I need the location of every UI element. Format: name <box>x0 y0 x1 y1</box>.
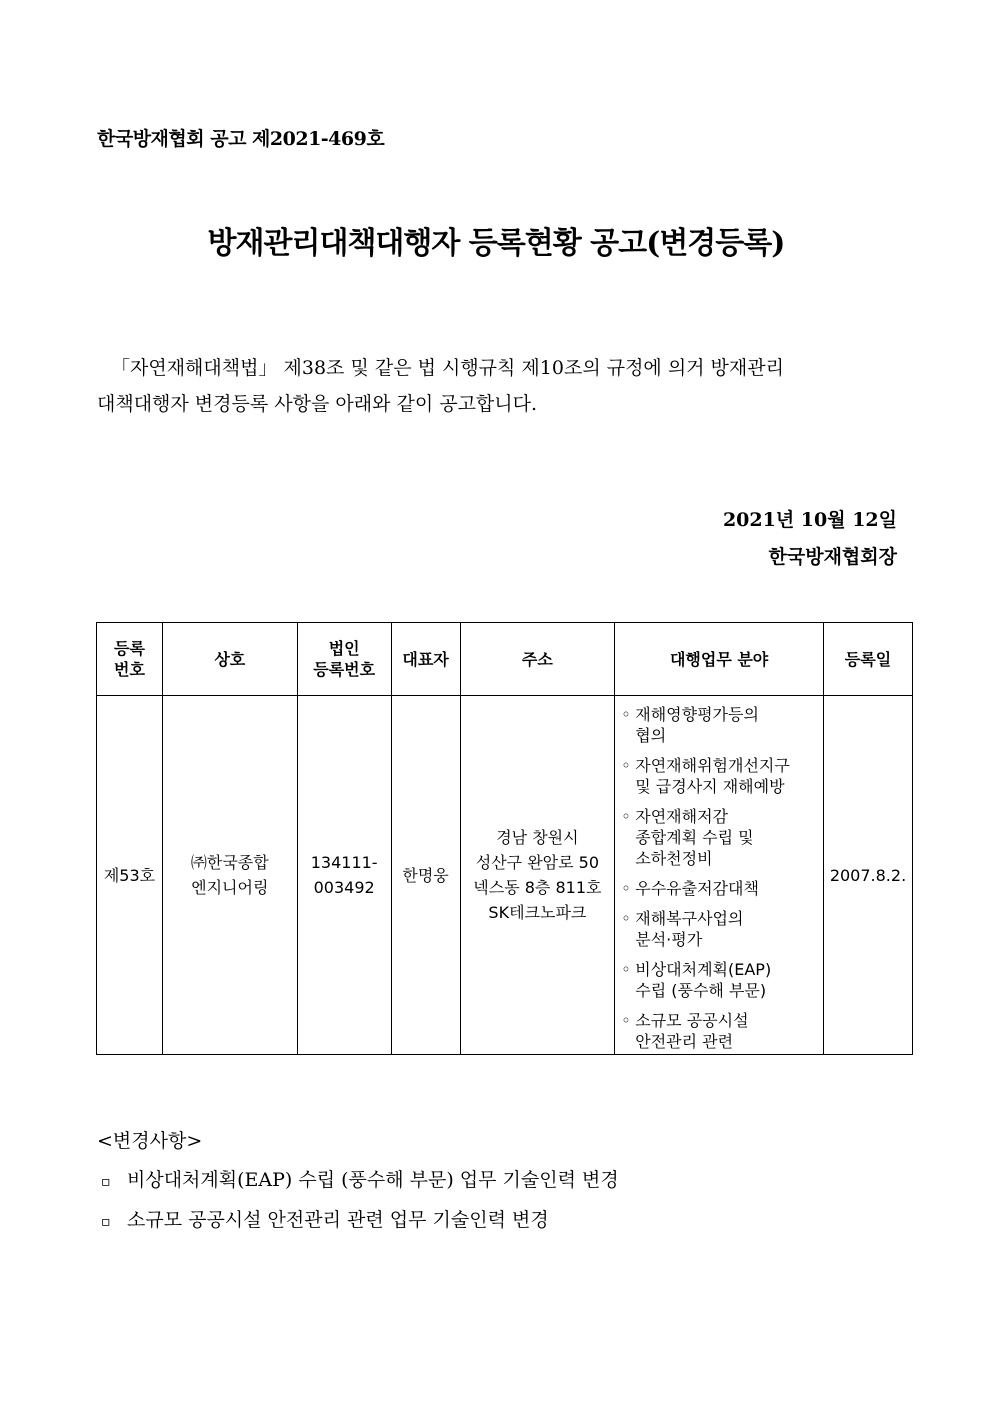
address-line-4: SK테크노파크 <box>488 903 587 922</box>
field-line: 수립 (풍수해 부문) <box>635 981 767 1000</box>
bullet-icon: ◦ <box>621 1011 631 1030</box>
notice-number: 한국방재협회 공고 제2021-469호 <box>97 128 385 150</box>
body-line-2: 대책대행자 변경등록 사항을 아래와 같이 공고합니다. <box>97 393 538 415</box>
address-line-1: 경남 창원시 <box>496 828 579 847</box>
cell-company <box>162 696 297 1055</box>
header-reg-no-line-1: 등록 <box>113 639 145 658</box>
header-corp-no-line-1: 법인 <box>328 639 360 658</box>
table-header-row <box>97 623 913 696</box>
cell-reg-date: 2007.8.2. <box>823 696 912 1055</box>
cell-address <box>460 696 615 1055</box>
field-line: 재해복구사업의 <box>635 909 744 928</box>
change-text: 소규모 공공시설 안전관리 관련 업무 기술인력 변경 <box>127 1209 549 1231</box>
address-line-2: 성산구 완암로 50 <box>475 853 600 872</box>
document-title: 방재관리대책대행자 등록현황 공고(변경등록) <box>207 226 785 261</box>
field-line: 및 급경사지 재해예방 <box>635 777 785 796</box>
cell-reg-no: 제53호 <box>97 696 163 1055</box>
field-item <box>621 806 819 869</box>
changes-title: <변경사항> <box>97 1130 203 1152</box>
bullet-icon: ◦ <box>621 756 631 775</box>
field-line: 안전관리 관련 <box>635 1032 734 1051</box>
table-row <box>97 696 913 1055</box>
bullet-icon: ◦ <box>621 807 631 826</box>
field-line: 종합계획 수립 및 <box>635 828 754 847</box>
field-line: 자연재해위험개선지구 <box>635 756 790 775</box>
body-line-1: 「자연재해대책법」 제38조 및 같은 법 시행규칙 제10조의 규정에 의거 방재관리 <box>111 357 784 379</box>
field-line: 소하천정비 <box>635 849 713 868</box>
change-item <box>101 1165 619 1192</box>
field-item <box>621 755 819 797</box>
company-line-1: ㈜한국종합 <box>190 853 269 872</box>
field-line: 자연재해저감 <box>635 807 729 826</box>
body-text <box>97 350 897 422</box>
field-item <box>621 1010 819 1052</box>
bullet-icon: ◦ <box>621 909 631 928</box>
change-text: 비상대처계획(EAP) 수립 (풍수해 부문) 업무 기술인력 변경 <box>127 1169 619 1191</box>
corp-no-line-2: 003492 <box>313 878 375 897</box>
notice-date: 2021년 10월 12일 <box>722 509 897 531</box>
header-fields: 대행업무 분야 <box>615 623 824 696</box>
field-line: 재해영향평가등의 <box>635 705 759 724</box>
cell-fields <box>615 696 824 1055</box>
field-item <box>621 704 819 746</box>
cell-representative: 한명웅 <box>391 696 460 1055</box>
change-item <box>101 1205 549 1232</box>
signer: 한국방재협회장 <box>768 546 897 568</box>
square-bullet-icon: ▫ <box>101 1214 111 1230</box>
field-item <box>621 878 819 899</box>
bullet-icon: ◦ <box>621 705 631 724</box>
field-line: 분석·평가 <box>635 930 703 949</box>
field-item <box>621 959 819 1001</box>
field-line: 협의 <box>635 726 667 745</box>
field-line: 비상대처계획(EAP) <box>635 960 772 979</box>
header-company: 상호 <box>162 623 297 696</box>
header-address: 주소 <box>460 623 615 696</box>
header-corp-no-line-2: 등록번호 <box>313 660 376 679</box>
header-corp-no <box>297 623 391 696</box>
company-line-2: 엔지니어링 <box>191 878 269 897</box>
header-reg-no-line-2: 번호 <box>113 660 145 679</box>
header-reg-no <box>97 623 163 696</box>
registration-table <box>96 622 913 1055</box>
corp-no-line-1: 134111- <box>310 853 378 872</box>
field-line: 우수유출저감대책 <box>635 879 759 898</box>
cell-corp-no <box>297 696 391 1055</box>
header-representative: 대표자 <box>391 623 460 696</box>
field-item <box>621 908 819 950</box>
field-line: 소규모 공공시설 <box>635 1011 749 1030</box>
square-bullet-icon: ▫ <box>101 1174 111 1190</box>
address-line-3: 넥스동 8층 811호 <box>473 878 602 897</box>
bullet-icon: ◦ <box>621 960 631 979</box>
bullet-icon: ◦ <box>621 879 631 898</box>
header-reg-date: 등록일 <box>823 623 912 696</box>
